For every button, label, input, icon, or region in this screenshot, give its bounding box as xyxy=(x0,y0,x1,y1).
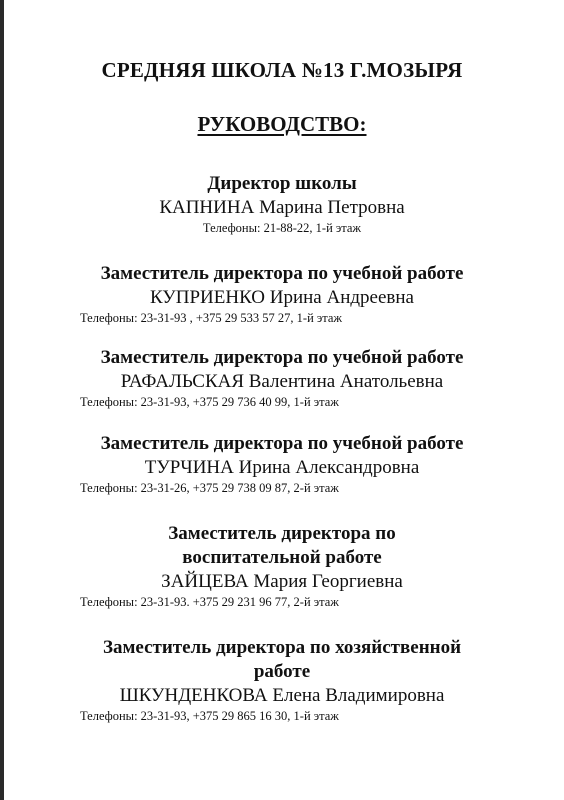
staff-entry-deputy-kuprienko xyxy=(0,262,564,326)
staff-phone: Телефоны: 23-31-93, +375 29 736 40 99, 1-й этаж xyxy=(80,395,339,409)
staff-phone: Телефоны: 23-31-93 , +375 29 533 57 27, 1-й этаж xyxy=(80,311,343,325)
staff-phone: Телефоны: 23-31-93, +375 29 865 16 30, 1-й этаж xyxy=(80,709,339,723)
staff-name: РАФАЛЬСКАЯ Валентина Анатольевна xyxy=(120,371,444,392)
staff-entry-deputy-zaytseva xyxy=(0,522,564,610)
school-title: СРЕДНЯЯ ШКОЛА №13 Г.МОЗЫРЯ xyxy=(101,58,463,82)
staff-phone: Телефоны: 21-88-22, 1-й этаж xyxy=(202,221,362,235)
staff-role: Заместитель директора по учебной работе xyxy=(100,433,464,454)
staff-name: КУПРИЕНКО Ирина Андреевна xyxy=(150,287,414,308)
staff-role-line1: Заместитель директора по хозяйственной xyxy=(102,637,462,658)
staff-entry-deputy-turchina xyxy=(0,432,564,496)
staff-role: Заместитель директора по учебной работе xyxy=(100,263,464,284)
staff-entry-director xyxy=(0,172,564,236)
section-title: РУКОВОДСТВО: xyxy=(197,112,367,136)
staff-name: КАПНИНА Марина Петровна xyxy=(159,197,405,218)
staff-role-line2: воспитательной работе xyxy=(182,547,382,568)
staff-entry-deputy-shkundenkova xyxy=(0,636,564,724)
staff-role: Директор школы xyxy=(207,173,357,194)
staff-phone: Телефоны: 23-31-93. +375 29 231 96 77, 2-й этаж xyxy=(80,595,339,609)
staff-name: ШКУНДЕНКОВА Елена Владимировна xyxy=(119,685,445,706)
staff-name: ЗАЙЦЕВА Мария Георгиевна xyxy=(161,571,403,592)
staff-phone: Телефоны: 23-31-26, +375 29 738 09 87, 2-й этаж xyxy=(80,481,339,495)
staff-role: Заместитель директора по учебной работе xyxy=(100,347,464,368)
staff-entry-deputy-rafalskaya xyxy=(0,346,564,410)
staff-role-line2: работе xyxy=(253,661,311,682)
staff-name: ТУРЧИНА Ирина Александровна xyxy=(144,457,420,478)
staff-role-line1: Заместитель директора по xyxy=(168,523,396,544)
